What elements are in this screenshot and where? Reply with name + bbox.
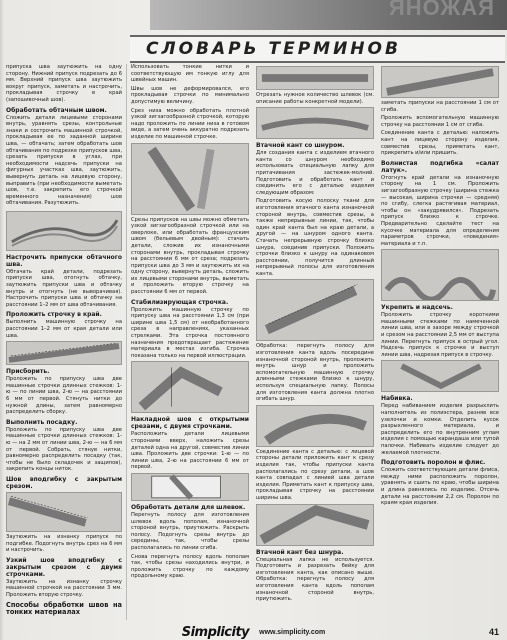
col2-heading-stab: Стабилизирующая строчка. <box>131 298 229 306</box>
col1-text-6: Проложить по припуску шва две машинные строчки длинных стежков: 1-ю — на 2 мм от линии шва, 2-ю — на 6 мм от первой. Собрать, стянув нитки, равномерно распределить посадку (так, чтобы не было складочек и защипов), закрепить концы ниток. <box>6 426 122 473</box>
column-divider <box>126 64 127 620</box>
col4-heading-ukrep: Укрепить и надсечь. <box>381 304 453 312</box>
title-banner <box>130 35 505 63</box>
page-title: СЛОВАРЬ ТЕРМИНОВ <box>146 39 401 59</box>
col4-text-5: Перед набиванием изделия разрыхлить наполнитель из полиэстера, разняв все узелочки и комки. Отделить кусок разрыхленного материала, и распределить его по внутренним углам изделия с помощью карандаша или тупой палочки. Набивать изделие следует до желаемой плотности. <box>381 403 499 456</box>
col1-heading-prisbor: Присборить. <box>6 368 50 376</box>
col1-text-8: Заутюжить на изнанку строчку машинной строчкой на расстоянии 3 мм. Проложить вторую строчку. <box>6 578 122 598</box>
col1-text-7: Заутюжить на изнанку припуск по подгибке. Подогнуть внутрь срез на 6 мм и настрочить. <box>6 533 122 554</box>
column-1 <box>6 64 122 618</box>
col4-text-6: Сложить соответствующие детали флиса, между ними расположить поролон, уравнять и сшить по краю, чтобы ширина и длина равнялись по изделию. Отсечь детали на расстоянии 2,2 см. Поролон по краям края изделия. <box>381 467 499 507</box>
footer-url: www.simplicity.com <box>259 628 326 636</box>
figure-stab <box>131 361 249 413</box>
col1-text-4: Выполнить машинную строчку на расстоянии 1–2 мм от края детали или шва. <box>6 319 122 339</box>
col4-heading-podg: Подготовить поролон и флис. <box>381 459 486 467</box>
col2-text-2: Швы шов не деформировался, его прокладывая строчки по минимально допустимую величину. <box>131 85 249 105</box>
col1-text-5: Проложить по припуску шва две машинные строчки длинных стежков: 1-ю — по линии шва, 2-ю — на расстоянии 6 мм от первой. Стянуть нитки до нужной длины, затем равномерно распределить сборку. <box>6 376 122 416</box>
figure-soedin <box>256 405 374 447</box>
col2-heading-naklad: Накладной шов с открытыми срезами, с двумя строчками. <box>131 416 249 431</box>
col3-text-5: Специальная лапка не используется. Подготовить и разрезать бейку для изготовления канта, как описано выше. Обработка: перегнуть полосу для изготовления канта вдоль пополам изнаночной стороной внутрь, приутюжить. <box>256 556 374 603</box>
col4-text-3: Отогнуть край детали на изнаночную сторону на 1 см. Проложить зигзагообразную строчку (ширина стежка — высокая, ширина строчки — средняя) по сгибу, слегка растягивая материал, чтобы он «закудрявился». Подрезать припуск близко к строчке. Предварительно сделайте тест на кусочке материала для определения параметров строчки, «поведения» материала и т.п. <box>381 174 499 247</box>
figure-podgibka <box>6 492 122 532</box>
figure-kant <box>256 279 374 341</box>
col2-heading-obr: Обработать детали для шлевок. <box>131 503 246 511</box>
figure-obtach <box>6 211 122 251</box>
col3-text-0: Отрезать нужное количество шлевок (см. описание работы конкретной модели). <box>256 92 374 105</box>
col2-text-1: Использовать тонкие нитки и соответствующую им тонкую иглу для швейных машин. <box>131 64 249 84</box>
col1-heading-obtach: Обработать обтачным швом. <box>6 106 107 114</box>
col3-heading-vtach: Втачной кант со шнуром. <box>256 142 345 150</box>
figure-proloj <box>6 341 122 365</box>
figure-shlevki <box>256 66 374 90</box>
col4-heading-nabiv: Набивка. <box>381 395 413 403</box>
col2-text-8: Снова перегнуть полосу вдоль пополам так, чтобы срезы находились внутри, и проложить строчку по каждому продольному краю. <box>131 553 249 580</box>
col1-heading-sposob: Способы обработки швов на тонких материалах <box>6 600 122 617</box>
footer <box>0 624 507 640</box>
col4-text-2: Соединение канта с деталью: наложить кант на лицевую сторону изделия, совместив срезы, приметать кант, прикрепить и/или пришить. <box>381 130 499 157</box>
page-number: 41 <box>488 627 499 637</box>
figure-naklad <box>131 473 249 501</box>
column-3 <box>256 64 374 605</box>
col4-heading-voln: Волнистая подгибка «салат латук». <box>381 159 499 174</box>
column-2 <box>131 64 249 582</box>
col3-text-1: Для создания канта с изделием втачного канта со шнуром необходимо использовать специальную лапку для притачивания застежек-молний. Подготовить и обработать кант и соединить его с деталью изделия следующим образом: <box>256 150 374 196</box>
col1-heading-uzk: Узкий шов вподгибку с закрытым срезом с двумя строчками. <box>6 556 122 578</box>
col4-text-4: Проложить строчку короткими машинными стежками по намеченной линии шва, или в зазоре между строчкой и срезом на расстоянии 2,5 мм от выступа линии. Перегнуть припуск в острый угол. Надсечь припуск к строчке и выступ линии шва, надрезая припуск в строчку. <box>381 312 499 358</box>
col1-text-2: Сложить детали лицевыми сторонами внутрь, уравнять срезы, контрольные знаки и сострочить машинной строчкой, прокладывая ее по заданной ширине шва, — обтачать; затем обработать шов обтачивания по подрезке припусков шва, срезать припуски в углах, при необходимости надсечь припуски на фигурных участках шва, заутюжить, вывернуть деталь на лицевую сторону, выправить (при необходимости выметать шов, т.е. закрепить его строчкой временного назначения) шов обтачивания. Разутюжить. <box>6 114 122 207</box>
col1-heading-shov: Шов вподгибку с закрытым срезом. <box>6 475 122 490</box>
header-strip <box>150 0 507 30</box>
col1-heading-nastr: Настрочить припуски обтачного шва. <box>6 253 122 268</box>
col2-text-6: Расположить детали лицевыми сторонами вверх, наложить срезы деталей одна на другой, совместив линии шва. Проложить две строчки: 1-ю — по линии шва, 2-ю на расстоянии 6 мм от первой. <box>131 431 249 471</box>
col3-text-3: Обработка: перегнуть полосу для изготовления канта вдоль посередине изнаночной стороной внутрь, проложить внутрь шнур и проложить вспомогательную машинную строчку длинными стежками близко к шнуру, используя специальную лапку. Полосы для изготовления канта должна плотно огибать шнур. <box>256 343 374 403</box>
figure-french-seam <box>131 143 249 215</box>
figure-ukrep <box>381 360 499 392</box>
column-4 <box>381 64 499 509</box>
col1-heading-vyp: Выполнить посадку. <box>6 418 78 426</box>
col1-text-1: припуска шва заутюжить на одну сторону. Нижний припуск подрезать до 6 мм. Верхний припуск шва заутюжить вокруг припуск, заметать и настрочить, прокладывая строчку в край (запошивочный шов). <box>6 64 122 103</box>
ghost-title: ЯНОЖАЯ <box>388 0 495 20</box>
col3-heading-bez: Втачной кант без шнура. <box>256 548 344 556</box>
col4-text-1: Проложить вспомогательную машинную строчку на расстоянии 1 см от сгиба. <box>381 115 499 128</box>
col2-text-3: Срез низа можно обработать плотной узкой зигзагообразной строчкой, которую надо проложить по линии низа в готовом виде, а затем очень аккуратно подрезать изделие по машинной строчке. <box>131 107 249 140</box>
brand-logo: Simplicity <box>181 624 250 640</box>
col1-text-3: Обтачать край детали, подрезать припуски шва, отогнуть обтачку, заутюжить припуски шва и обтачку внутрь и отогнуть (не выворачивая). Настрочить припуски шва и обтачку на расстоянии 1–2 мм от шва обтачивания. <box>6 268 122 308</box>
figure-bez <box>256 504 374 546</box>
col2-text-5: Проложить машинную строчку по припуску шва на расстоянии 1,3 см (при ширине шва 1,5 см) от необработанного среза в направлениях, указанных стрелками. Эта строчка постоянного назначения предотвращает растяжение материала в местах изгиба. Строчка показана только на первой иллюстрации. <box>131 306 249 359</box>
col3-text-2: Подготовить косую полоску ткани для изготовления втачного канта изнаночной стороной внутрь, совместив срезы, а также непрерывные линии, так, чтобы один край канта был на краю детали, а другой — на шнуром одного канта. Стачать непрерывную строчку близко шнура, соединив припуски. Положить строчки близко к шнуру на одинаковом расстоянии, получится длинный непрерывный полосы для изготовления канта. <box>256 198 374 277</box>
figure-voln <box>381 249 499 301</box>
col4-text-0: заметать припуски на расстоянии 1 см от сгиба. <box>381 100 499 113</box>
col1-heading-proloj: Проложить строчку в край. <box>6 311 102 319</box>
col3-text-4: Соединение канта с деталью: с лицевой стороны детали приложить кант к срезу изделия так, чтобы припуски канта располагались по срезу детали, а шов канта совпадал с линией шва детали изделия. Приметать кант к припуску шва, прокладывая строчку на расстоянии ширины шва. <box>256 448 374 501</box>
col2-text-4: Срезы припусков на швы можно обметать узкой зигзагообразной строчкой или на оверлоке, или обработать французским швом (бельевым двойным): стачать детали, сложив их изнаночными сторонами внутрь, прокладывая строчку на расстоянии 6 мм от среза; подрезать припуски шва до 3 мм и заутюжить их на одну сторону, вывернуть деталь, сложить их лицевыми сторонами внутрь, выметать и проложить вторую строчку на расстоянии 6 мм от первой. <box>131 216 249 296</box>
figure-shnur <box>256 107 374 139</box>
figure-zametat <box>381 66 499 98</box>
col2-text-7: Перегнуть полосу для изготовления шлевок вдоль пополам, изнаночной стороной внутрь, приутюжить. Раскрыть полосу. Подогнуть срезы внутрь до середины, так, чтобы срезы располагались по линии сгиба. <box>131 511 249 551</box>
